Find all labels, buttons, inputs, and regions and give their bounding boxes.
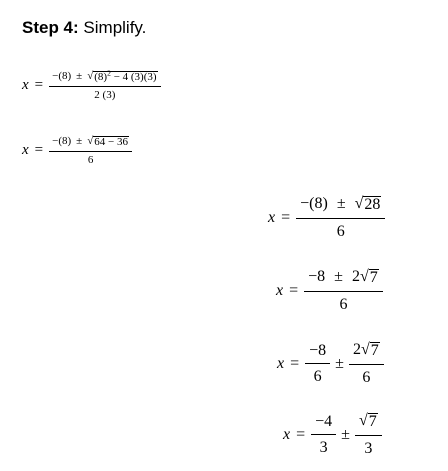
radical-icon: √ <box>87 70 94 82</box>
radical-icon: √ <box>354 195 364 212</box>
plus-minus: ± <box>335 354 344 372</box>
variable-x: x <box>283 425 291 443</box>
denominator: 6 <box>87 153 94 166</box>
square-root: √ 7 <box>360 341 379 359</box>
variable-x: x <box>22 76 29 93</box>
square-root: √ 7 <box>359 268 378 286</box>
radical-icon: √ <box>360 341 370 358</box>
fraction-left <box>311 413 336 457</box>
equals-sign: = <box>290 354 300 372</box>
denominator: 6 <box>336 222 345 240</box>
square-root: √ $(8)^2 - 4$ (3)(3) <box>87 68 157 83</box>
equals-sign: = <box>34 141 44 158</box>
fraction <box>49 135 132 166</box>
equation-5 <box>277 341 384 386</box>
variable-x: x <box>22 141 29 158</box>
equals-sign: = <box>296 425 306 443</box>
variable-x: x <box>268 208 276 226</box>
numerator: −8 <box>305 342 330 365</box>
square-root: √ 64 − 36 <box>87 135 128 148</box>
numerator: −(8) ± √ 64 − 36 <box>49 135 132 152</box>
fraction <box>304 268 383 313</box>
radical-icon: √ <box>358 412 368 429</box>
step-heading <box>22 18 146 38</box>
fraction-right <box>355 412 382 457</box>
fraction-left <box>305 342 330 386</box>
equals-sign: = <box>289 281 299 299</box>
denominator: 6 <box>313 368 322 386</box>
denominator: 3 <box>319 439 328 457</box>
numerator: −(8) ± √ 28 <box>296 195 385 219</box>
numerator: −(8) ± √ $(8)^2 - 4$ (3)(3) <box>49 70 160 87</box>
numerator: −8 ± 2 √ 7 <box>304 268 383 292</box>
fraction <box>296 195 385 240</box>
numerator <box>355 412 382 436</box>
radical-icon: √ <box>87 135 94 147</box>
equation-1 <box>22 70 161 101</box>
equation-4 <box>276 268 383 313</box>
fraction-right <box>349 341 384 386</box>
variable-x: x <box>276 281 284 299</box>
plus-minus: ± <box>341 425 350 443</box>
square-root: √ 7 <box>358 412 377 430</box>
square-root: √ 28 <box>354 195 381 213</box>
equation-6 <box>283 412 382 457</box>
denominator: 3 <box>364 439 373 457</box>
equals-sign: = <box>281 208 291 226</box>
equation-2 <box>22 135 132 166</box>
numerator: −4 <box>311 413 336 436</box>
radical-icon: √ <box>359 268 369 285</box>
step-label: Step 4: <box>22 18 79 37</box>
equals-sign: = <box>34 76 44 93</box>
variable-x: x <box>277 354 285 372</box>
fraction <box>49 70 160 101</box>
denominator: 6 <box>362 368 371 386</box>
step-text: Simplify. <box>83 18 147 37</box>
numerator: 2 √ 7 <box>349 341 384 365</box>
denominator: 2 (3) <box>94 88 116 101</box>
equation-3 <box>268 195 385 240</box>
denominator: 6 <box>339 295 348 313</box>
